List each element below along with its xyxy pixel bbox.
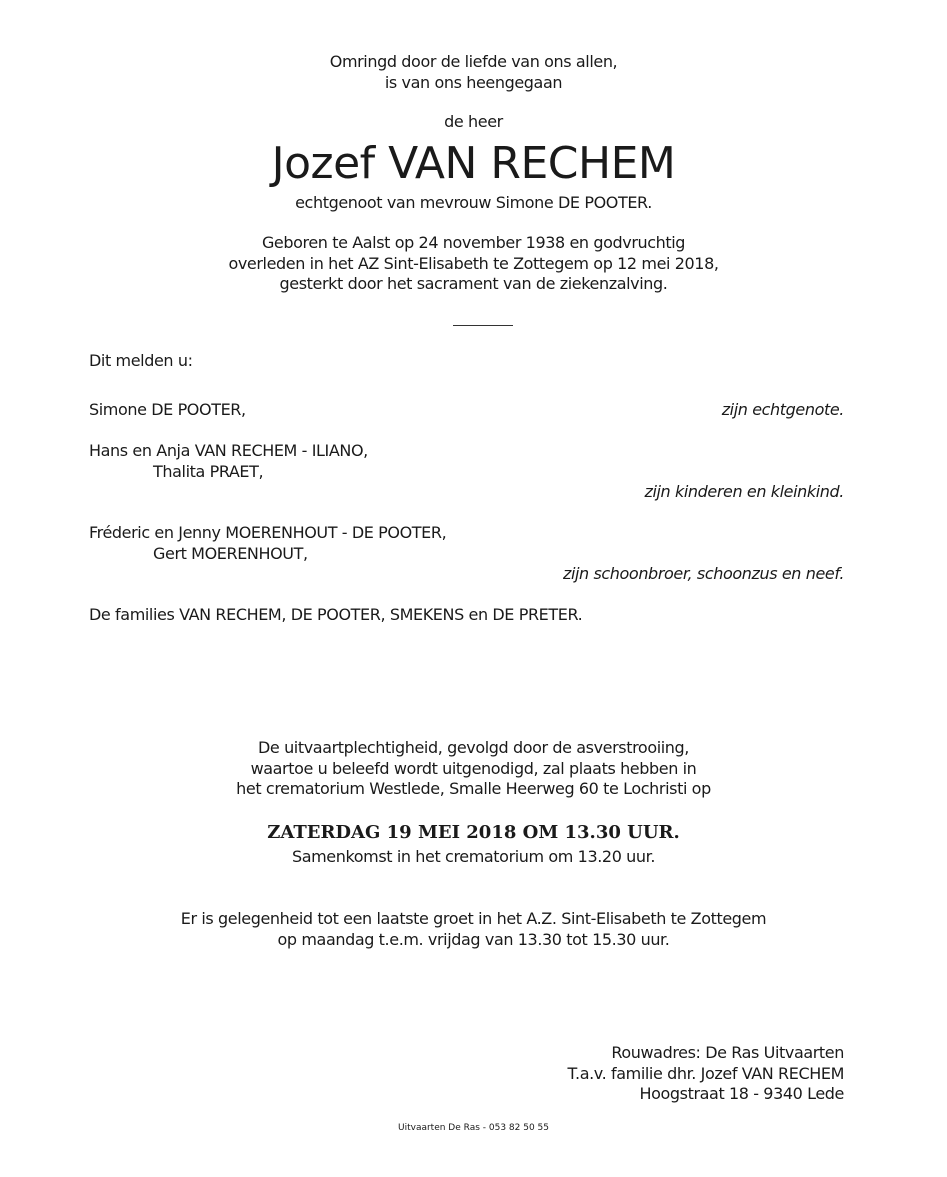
intro-line: is van ons heengegaan bbox=[384, 72, 563, 92]
announcer-relation: zijn kinderen en kleinkind. bbox=[644, 482, 844, 501]
life-line: overleden in het AZ Sint-Elisabeth te Zottegem op 12 mei 2018, bbox=[228, 253, 719, 273]
life-details bbox=[0, 233, 947, 295]
ceremony-text bbox=[0, 738, 947, 800]
families-line: De families VAN RECHEM, DE POOTER, SMEKENS en DE PRETER. bbox=[89, 605, 583, 624]
ceremony-line: waartoe u beleefd wordt uitgenodigd, zal plaats hebben in bbox=[250, 758, 697, 778]
announcer-name: Gert MOERENHOUT, bbox=[153, 544, 308, 563]
deceased-name: Jozef VAN RECHEM bbox=[271, 138, 676, 189]
spouse-line: echtgenoot van mevrouw Simone DE POOTER. bbox=[295, 193, 652, 212]
address-line: Rouwadres: De Ras Uitvaarten bbox=[611, 1043, 844, 1062]
ceremony-date: ZATERDAG 19 MEI 2018 OM 13.30 UUR. bbox=[267, 822, 680, 843]
ceremony-line: het crematorium Westlede, Smalle Heerweg 60 te Lochristi op bbox=[236, 779, 711, 798]
gathering-line: Samenkomst in het crematorium om 13.20 uur. bbox=[291, 847, 656, 866]
footer-credit: Uitvaarten De Ras - 053 82 50 55 bbox=[398, 1123, 549, 1133]
visitation-line: op maandag t.e.m. vrijdag van 13.30 tot 15.30 uur. bbox=[277, 929, 670, 949]
announcers-intro: Dit melden u: bbox=[89, 351, 193, 370]
announcer-name: Hans en Anja VAN RECHEM - ILIANO, bbox=[89, 441, 368, 460]
ceremony-line: De uitvaartplechtigheid, gevolgd door de asverstrooiing, bbox=[258, 738, 689, 757]
mourning-address bbox=[568, 1043, 844, 1105]
announcer-name: Thalita PRAET, bbox=[153, 462, 264, 481]
announcer-relation: zijn schoonbroer, schoonzus en neef. bbox=[562, 564, 844, 583]
divider bbox=[453, 325, 513, 326]
visitation-line: Er is gelegenheid tot een laatste groet in het A.Z. Sint-Elisabeth te Zottegem bbox=[180, 909, 767, 928]
address-line: Hoogstraat 18 - 9340 Lede bbox=[639, 1084, 844, 1103]
life-line: gesterkt door het sacrament van de ziekenzalving. bbox=[279, 274, 668, 293]
announcer-name: Fréderic en Jenny MOERENHOUT - DE POOTER, bbox=[89, 523, 447, 542]
announcer-relation: zijn echtgenote. bbox=[721, 400, 844, 419]
address-line: T.a.v. familie dhr. Jozef VAN RECHEM bbox=[567, 1063, 844, 1083]
salutation: de heer bbox=[444, 112, 503, 131]
announcer-name: Simone DE POOTER, bbox=[89, 400, 246, 419]
intro-text bbox=[0, 52, 947, 93]
visitation-text bbox=[0, 909, 947, 950]
intro-line: Omringd door de liefde van ons allen, bbox=[329, 52, 618, 71]
life-line: Geboren te Aalst op 24 november 1938 en godvruchtig bbox=[261, 233, 686, 252]
